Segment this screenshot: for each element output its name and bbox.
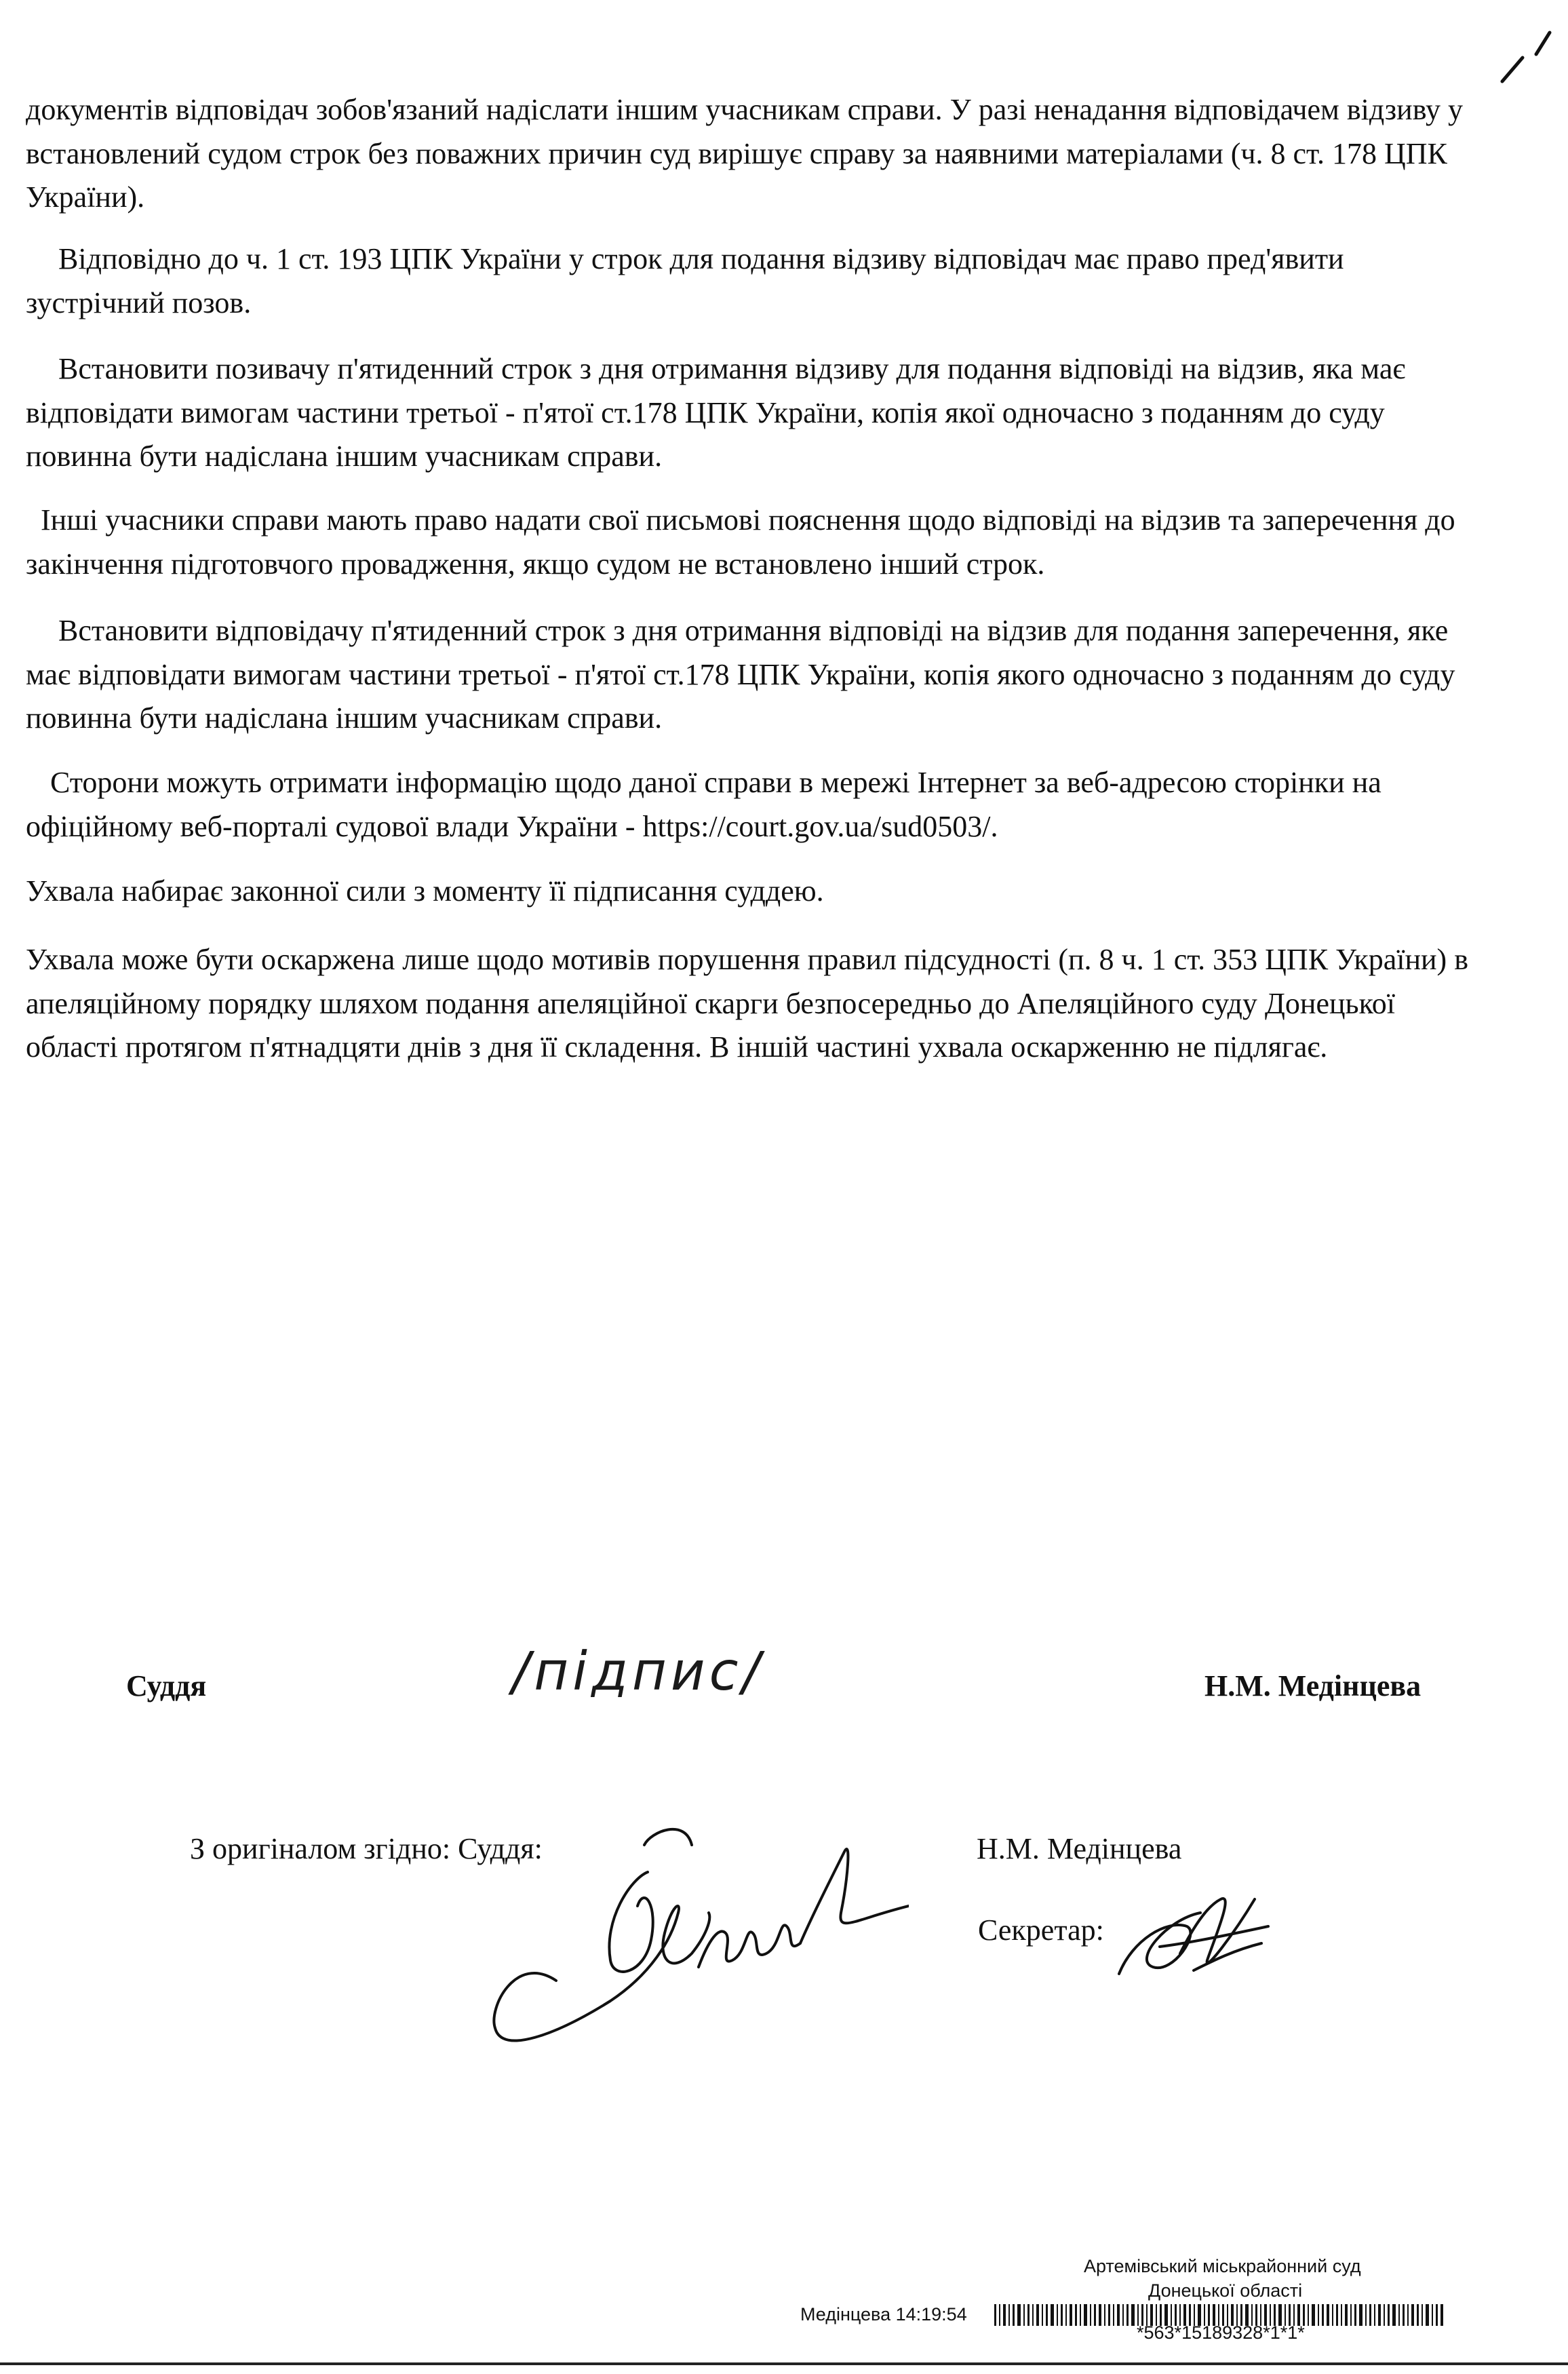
paragraph-8: Ухвала може бути оскаржена лише щодо мотивів порушення правил підсудності (п. 8 ч. 1 ст. 353 ЦПК України) в апеляційному порядку шляхом подання апеляційної скарги безпосередньо до Апеляційного суду Донецької області протягом п'ятнадцяти днів з дня її складення. В іншій частині ухвала оскарженню не підлягає. xyxy=(26,943,1468,1064)
paragraph-4: Інші учасники справи мають право надати свої письмові пояснення щодо відповіді на відзив та заперечення до закінчення підготовчого провадження, якщо судом не встановлено інший строк. xyxy=(26,503,1455,581)
corner-scan-mark xyxy=(1495,27,1556,88)
certified-name: Н.М. Медінцева xyxy=(977,1832,1182,1865)
user-timestamp: Медінцева 14:19:54 xyxy=(800,2304,967,2324)
paragraph-2: Відповідно до ч. 1 ст. 193 ЦПК України у строк для подання відзиву відповідач має право пред'явити зустрічний позов. xyxy=(26,242,1344,319)
court-name-line2: Донецької області xyxy=(1148,2280,1303,2301)
secretary-signature-image xyxy=(1105,1879,1275,1994)
paragraph-1: документів відповідач зобов'язаний надіслати іншим учасникам справи. У разі ненадання відповідачем відзиву у встановлений судом строк без поважних причин суд вирішує справу за наявними матеріалами (ч. 8 ст. 178 ЦПК України). xyxy=(26,93,1464,214)
paragraph-7: Ухвала набирає законної сили з моменту її підписання суддею. xyxy=(26,874,824,908)
judge-name: Н.М. Медінцева xyxy=(1204,1669,1422,1702)
certified-label: З оригіналом згідно: Суддя: xyxy=(190,1832,543,1865)
secretary-label: Секретар: xyxy=(978,1913,1104,1947)
judge-signature-image xyxy=(475,1804,909,2062)
paragraph-5: Встановити відповідачу п'ятиденний строк з дня отримання відповіді на відзив для подання заперечення, яке має відповідати вимогам частини третьої - п'ятої ст.178 ЦПК України, копія якого одночасно з поданням до суду повинна бути надіслана іншим учасникам справи. xyxy=(26,614,1455,735)
barcode-text: *563*15189328*1*1* xyxy=(1137,2322,1305,2343)
paragraph-3: Встановити позивачу п'ятиденний строк з дня отримання відзиву для подання відповіді на відзив, яка має відповідати вимогам частини третьої - п'ятої ст.178 ЦПК України, копія якої одночасно з поданням до суду повинна бути надіслана іншим учасникам справи. xyxy=(26,352,1406,473)
page-bottom-rule xyxy=(0,2362,1568,2365)
paragraph-6: Сторони можуть отримати інформацію щодо даної справи в мережі Інтернет за веб-адресою сторінки на офіційному веб-порталі судової влади України - https://court.gov.ua/sud0503/. xyxy=(26,766,1381,843)
court-name-line1: Артемівський міськрайонний суд xyxy=(1084,2256,1361,2276)
handwritten-signature-note: /підпис/ xyxy=(512,1641,764,1702)
judge-label: Суддя xyxy=(126,1669,207,1702)
